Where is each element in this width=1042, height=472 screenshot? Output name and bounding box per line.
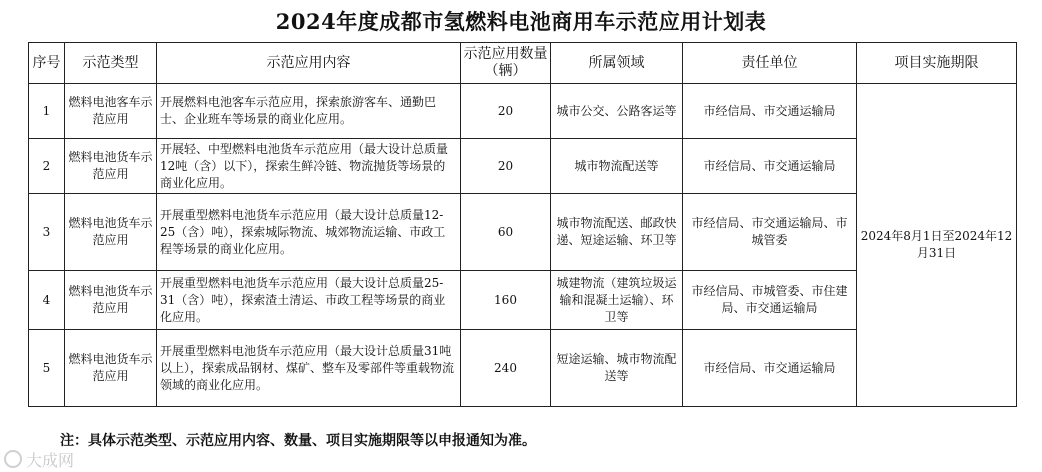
cell-content: 开展重型燃料电池货车示范应用（最大设计总质量25-31（含）吨），探索渣土清运、市政工程等场景的商业化应用。 <box>157 271 461 330</box>
cell-field: 城建物流（建筑垃圾运输和混凝土运输）、环卫等 <box>551 271 683 330</box>
watermark <box>4 447 144 471</box>
header-content: 示范应用内容 <box>157 43 461 84</box>
cell-unit: 市经信局、市交通运输局、市城管委 <box>683 194 857 271</box>
header-field: 所属领域 <box>551 43 683 84</box>
cell-field: 短途运输、城市物流配送等 <box>551 330 683 407</box>
page-title: 2024年度成都市氢燃料电池商用车示范应用计划表 <box>275 9 767 34</box>
cell-type: 燃料电池货车示范应用 <box>65 330 157 407</box>
cell-unit: 市经信局、市城管委、市住建局、市交通运输局 <box>683 271 857 330</box>
footnote: 注：具体示范类型、示范应用内容、数量、项目实施期限等以申报通知为准。 <box>60 433 536 449</box>
table-row <box>29 84 1017 139</box>
cell-quantity: 160 <box>461 271 551 330</box>
cell-type: 燃料电池货车示范应用 <box>65 194 157 271</box>
cell-period: 2024年8月1日至2024年12月31日 <box>857 84 1017 407</box>
cell-no: 2 <box>29 139 65 194</box>
cell-quantity: 60 <box>461 194 551 271</box>
cell-unit: 市经信局、市交通运输局 <box>683 84 857 139</box>
cell-no: 1 <box>29 84 65 139</box>
cell-type: 燃料电池货车示范应用 <box>65 271 157 330</box>
cell-unit: 市经信局、市交通运输局 <box>683 330 857 407</box>
cell-quantity: 20 <box>461 84 551 139</box>
cell-field: 城市物流配送、邮政快递、短途运输、环卫等 <box>551 194 683 271</box>
header-unit: 责任单位 <box>683 43 857 84</box>
header-quantity: 示范应用数量（辆） <box>461 43 551 84</box>
header-type: 示范类型 <box>65 43 157 84</box>
cell-quantity: 20 <box>461 139 551 194</box>
table-header-row <box>29 43 1017 84</box>
header-period: 项目实施期限 <box>857 43 1017 84</box>
cell-type: 燃料电池客车示范应用 <box>65 84 157 139</box>
plan-table <box>28 42 1017 407</box>
watermark-logo-icon <box>4 450 22 468</box>
cell-content: 开展重型燃料电池货车示范应用（最大设计总质量31吨以上），探索成品钢材、煤矿、整车及零部件等重载物流领域的商业化应用。 <box>157 330 461 407</box>
cell-content: 开展重型燃料电池货车示范应用（最大设计总质量12-25（含）吨），探索城际物流、城郊物流运输、市政工程等场景的商业化应用。 <box>157 194 461 271</box>
watermark-text: 大成网 <box>26 450 75 470</box>
cell-field: 城市物流配送等 <box>551 139 683 194</box>
cell-no: 3 <box>29 194 65 271</box>
cell-quantity: 240 <box>461 330 551 407</box>
cell-content: 开展燃料电池客车示范应用，探索旅游客车、通勤巴士、企业班车等场景的商业化应用。 <box>157 84 461 139</box>
cell-no: 4 <box>29 271 65 330</box>
cell-field: 城市公交、公路客运等 <box>551 84 683 139</box>
cell-content: 开展轻、中型燃料电池货车示范应用（最大设计总质量12吨（含）以下），探索生鲜冷链、物流抛货等场景的商业化应用。 <box>157 139 461 194</box>
header-no: 序号 <box>29 43 65 84</box>
cell-unit: 市经信局、市交通运输局 <box>683 139 857 194</box>
cell-type: 燃料电池货车示范应用 <box>65 139 157 194</box>
cell-no: 5 <box>29 330 65 407</box>
